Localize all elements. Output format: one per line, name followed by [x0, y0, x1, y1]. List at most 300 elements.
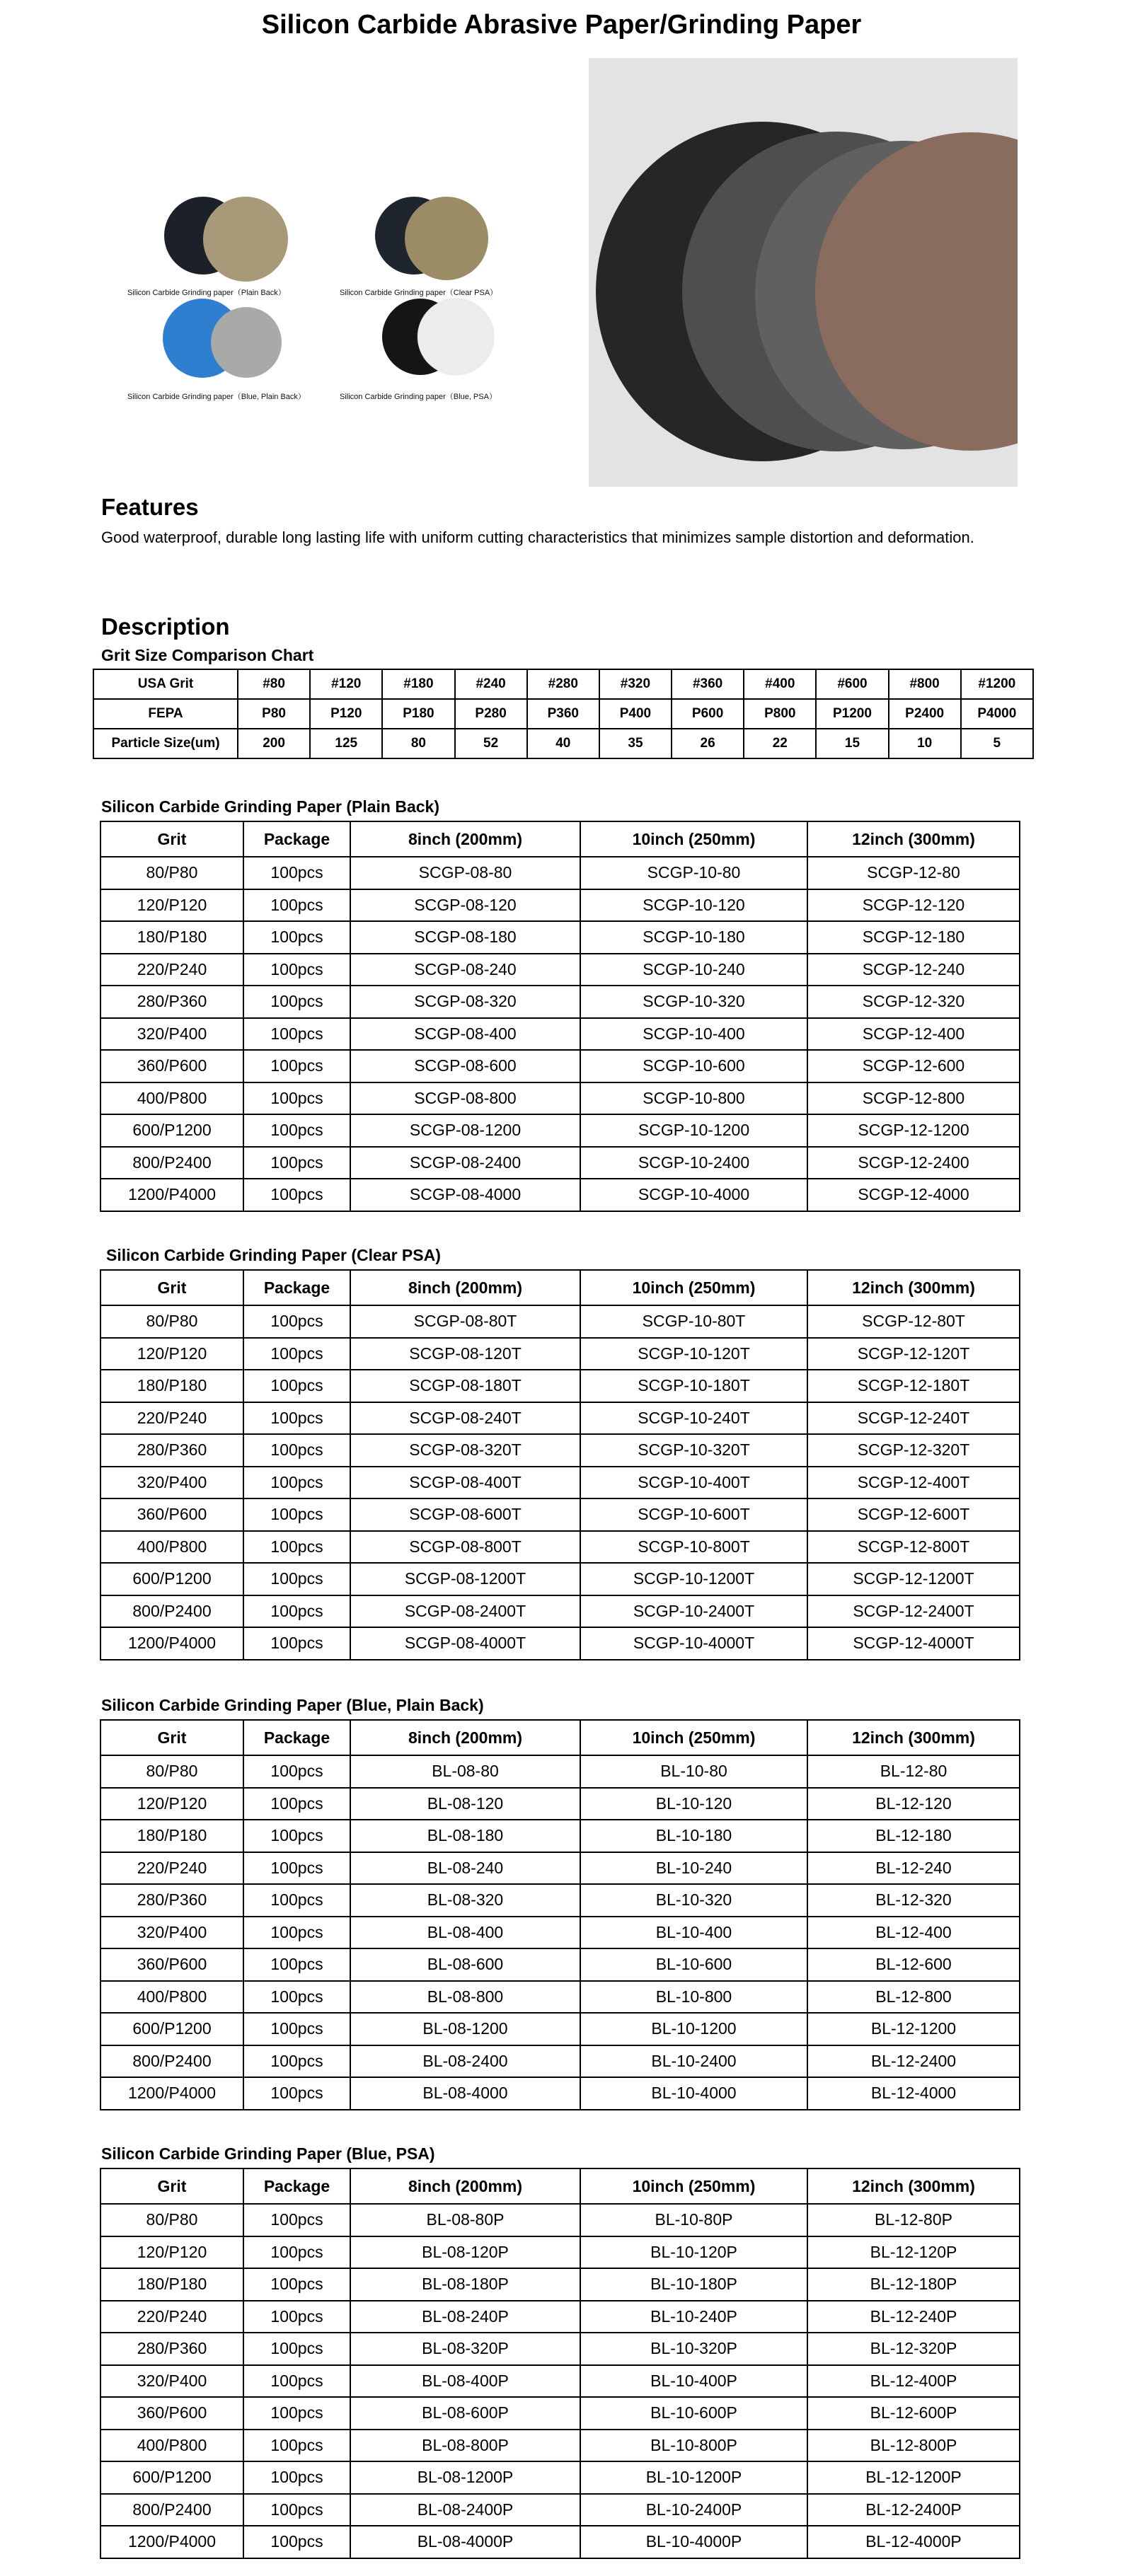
table-cell: SCGP-08-180T: [350, 1370, 580, 1402]
table-cell: SCGP-12-1200T: [807, 1563, 1020, 1595]
column-header: Package: [243, 1720, 350, 1755]
table-cell: BL-12-240P: [807, 2301, 1020, 2333]
grit-table-cell: 26: [672, 729, 744, 758]
table-row: [100, 2045, 1020, 2078]
table-row: [100, 1820, 1020, 1852]
table-cell: SCGP-12-800T: [807, 1531, 1020, 1564]
table-cell: 100pcs: [243, 2526, 350, 2558]
table-cell: SCGP-12-600: [807, 1050, 1020, 1082]
table-cell: BL-08-120P: [350, 2236, 580, 2269]
table-cell: 400/P800: [100, 2430, 243, 2462]
table-cell: 180/P180: [100, 1820, 243, 1852]
table-cell: 280/P360: [100, 2333, 243, 2365]
table-cell: 100pcs: [243, 1434, 350, 1467]
stacked-discs-illustration: [589, 58, 1018, 487]
table-cell: 320/P400: [100, 1467, 243, 1499]
table-cell: SCGP-08-80T: [350, 1305, 580, 1338]
thumbnail-clear-psa[interactable]: [340, 177, 552, 304]
thumbnail-blue-plain-back[interactable]: [127, 299, 340, 426]
grit-table-cell: #320: [599, 669, 672, 699]
table-cell: 220/P240: [100, 1402, 243, 1435]
column-header: Grit: [100, 1270, 243, 1305]
table-row: [100, 1467, 1020, 1499]
table-header-row: [100, 821, 1020, 857]
grit-table-row: [93, 729, 1033, 758]
grit-table-row: [93, 669, 1033, 699]
table-cell: BL-12-800P: [807, 2430, 1020, 2462]
grit-table-cell: 80: [382, 729, 454, 758]
grit-size-table: [93, 669, 1034, 759]
table-cell: 100pcs: [243, 1788, 350, 1820]
column-header: 10inch (250mm): [580, 821, 807, 857]
table-cell: SCGP-08-1200: [350, 1114, 580, 1147]
table-cell: 100pcs: [243, 1852, 350, 1885]
table-row: [100, 1788, 1020, 1820]
table-cell: SCGP-10-1200T: [580, 1563, 807, 1595]
table-cell: BL-10-600: [580, 1948, 807, 1981]
table-cell: BL-12-800: [807, 1981, 1020, 2014]
grit-table-cell: P400: [599, 699, 672, 729]
table-cell: 100pcs: [243, 1050, 350, 1082]
table-cell: 100pcs: [243, 2365, 350, 2398]
table-caption-blue-plain-back: Silicon Carbide Grinding Paper (Blue, Plain Back): [101, 1696, 484, 1714]
table-cell: SCGP-08-2400T: [350, 1595, 580, 1628]
table-row: [100, 2204, 1020, 2236]
table-cell: BL-12-600: [807, 1948, 1020, 1981]
column-header: Grit: [100, 821, 243, 857]
thumbnail-caption: Silicon Carbide Grinding paper（Plain Back）: [127, 289, 286, 297]
thumbnail-plain-back[interactable]: [127, 177, 340, 304]
table-row: [100, 1563, 1020, 1595]
grit-table-cell: #360: [672, 669, 744, 699]
table-row: [100, 2494, 1020, 2526]
column-header: 10inch (250mm): [580, 1270, 807, 1305]
table-cell: 100pcs: [243, 1627, 350, 1660]
table-row: [100, 889, 1020, 922]
table-cell: 100pcs: [243, 1370, 350, 1402]
table-cell: SCGP-08-1200T: [350, 1563, 580, 1595]
table-cell: 100pcs: [243, 1114, 350, 1147]
table-header-row: [100, 1270, 1020, 1305]
table-cell: 120/P120: [100, 1788, 243, 1820]
table-cell: 120/P120: [100, 889, 243, 922]
table-cell: BL-08-240: [350, 1852, 580, 1885]
grit-chart-caption: Grit Size Comparison Chart: [101, 646, 314, 664]
table-cell: SCGP-10-2400T: [580, 1595, 807, 1628]
table-row: [100, 2461, 1020, 2494]
product-thumbnails: [99, 163, 524, 432]
table-cell: 360/P600: [100, 1498, 243, 1531]
table-cell: BL-10-320: [580, 1884, 807, 1917]
table-cell: 100pcs: [243, 1563, 350, 1595]
table-row: [100, 921, 1020, 954]
grit-table-cell: 52: [455, 729, 527, 758]
table-row: [100, 1147, 1020, 1179]
table-caption-plain-back: Silicon Carbide Grinding Paper (Plain Back): [101, 797, 439, 816]
table-cell: 80/P80: [100, 1755, 243, 1788]
table-row: [100, 1917, 1020, 1949]
table-header-row: [100, 1720, 1020, 1755]
features-text: Good waterproof, durable long lasting life with uniform cutting characteristics that minimizes sample distortion and deformation.: [101, 529, 974, 546]
grit-table-cell: P2400: [889, 699, 961, 729]
table-cell: SCGP-08-240: [350, 954, 580, 986]
table-cell: SCGP-08-4000: [350, 1179, 580, 1211]
table-cell: BL-08-4000: [350, 2077, 580, 2110]
table-cell: SCGP-10-600: [580, 1050, 807, 1082]
table-row: [100, 2236, 1020, 2269]
table-row: [100, 1755, 1020, 1788]
table-cell: BL-10-120: [580, 1788, 807, 1820]
table-row: [100, 1018, 1020, 1051]
grit-table-row: [93, 699, 1033, 729]
column-header: 12inch (300mm): [807, 821, 1020, 857]
table-row: [100, 1595, 1020, 1628]
table-cell: 80/P80: [100, 2204, 243, 2236]
table-cell: BL-12-400P: [807, 2365, 1020, 2398]
table-cell: BL-12-4000P: [807, 2526, 1020, 2558]
grit-table-cell: P1200: [816, 699, 888, 729]
table-header-row: [100, 2168, 1020, 2204]
table-cell: BL-10-120P: [580, 2236, 807, 2269]
table-cell: 280/P360: [100, 1884, 243, 1917]
table-cell: BL-10-4000P: [580, 2526, 807, 2558]
table-cell: 100pcs: [243, 2461, 350, 2494]
table-cell: 100pcs: [243, 1917, 350, 1949]
table-cell: 1200/P4000: [100, 1179, 243, 1211]
table-blue-plain-back: [100, 1719, 1020, 2110]
table-cell: 220/P240: [100, 954, 243, 986]
table-cell: 100pcs: [243, 1981, 350, 2014]
grit-table-cell: #80: [238, 669, 310, 699]
grit-table-cell: 10: [889, 729, 961, 758]
table-cell: SCGP-10-400T: [580, 1467, 807, 1499]
table-cell: 600/P1200: [100, 1563, 243, 1595]
table-row: [100, 1338, 1020, 1370]
grit-table-cell: P4000: [961, 699, 1033, 729]
table-cell: SCGP-08-800: [350, 1082, 580, 1115]
table-cell: 320/P400: [100, 1917, 243, 1949]
table-cell: 100pcs: [243, 1467, 350, 1499]
table-cell: 100pcs: [243, 2333, 350, 2365]
table-cell: BL-10-600P: [580, 2397, 807, 2430]
table-row: [100, 1179, 1020, 1211]
table-cell: 600/P1200: [100, 2013, 243, 2045]
table-cell: SCGP-08-240T: [350, 1402, 580, 1435]
grit-table-cell: 5: [961, 729, 1033, 758]
table-clear-psa: [100, 1269, 1020, 1660]
table-row: [100, 1981, 1020, 2014]
table-cell: 100pcs: [243, 2268, 350, 2301]
grit-table-cell: #240: [455, 669, 527, 699]
table-row: [100, 1498, 1020, 1531]
grit-row-label: USA Grit: [93, 669, 238, 699]
table-cell: BL-08-800P: [350, 2430, 580, 2462]
grit-table-cell: #800: [889, 669, 961, 699]
table-cell: 100pcs: [243, 2077, 350, 2110]
table-cell: BL-08-240P: [350, 2301, 580, 2333]
table-cell: BL-08-400P: [350, 2365, 580, 2398]
table-cell: BL-10-240: [580, 1852, 807, 1885]
column-header: Grit: [100, 1720, 243, 1755]
column-header: Grit: [100, 2168, 243, 2204]
table-cell: SCGP-12-400: [807, 1018, 1020, 1051]
table-cell: 180/P180: [100, 1370, 243, 1402]
table-cell: BL-08-320P: [350, 2333, 580, 2365]
table-plain-back: [100, 821, 1020, 1212]
table-cell: BL-08-2400: [350, 2045, 580, 2078]
table-row: [100, 857, 1020, 889]
table-cell: SCGP-10-320T: [580, 1434, 807, 1467]
table-cell: BL-10-400: [580, 1917, 807, 1949]
table-cell: 100pcs: [243, 2013, 350, 2045]
table-cell: 360/P600: [100, 1948, 243, 1981]
table-cell: SCGP-12-600T: [807, 1498, 1020, 1531]
table-cell: SCGP-12-4000: [807, 1179, 1020, 1211]
table-cell: 100pcs: [243, 1820, 350, 1852]
table-cell: 800/P2400: [100, 2045, 243, 2078]
table-cell: BL-08-4000P: [350, 2526, 580, 2558]
table-cell: SCGP-10-600T: [580, 1498, 807, 1531]
table-cell: 100pcs: [243, 2236, 350, 2269]
table-cell: SCGP-12-320T: [807, 1434, 1020, 1467]
table-cell: 320/P400: [100, 1018, 243, 1051]
table-cell: SCGP-08-4000T: [350, 1627, 580, 1660]
table-cell: SCGP-10-1200: [580, 1114, 807, 1147]
table-row: [100, 1370, 1020, 1402]
table-row: [100, 2301, 1020, 2333]
column-header: 8inch (200mm): [350, 821, 580, 857]
table-row: [100, 1948, 1020, 1981]
column-header: 8inch (200mm): [350, 2168, 580, 2204]
table-row: [100, 1402, 1020, 1435]
table-row: [100, 2365, 1020, 2398]
table-row: [100, 2333, 1020, 2365]
table-row: [100, 2430, 1020, 2462]
table-cell: BL-08-400: [350, 1917, 580, 1949]
table-cell: BL-10-1200P: [580, 2461, 807, 2494]
table-cell: SCGP-08-800T: [350, 1531, 580, 1564]
table-cell: 220/P240: [100, 2301, 243, 2333]
table-row: [100, 1627, 1020, 1660]
table-cell: BL-12-240: [807, 1852, 1020, 1885]
table-cell: 1200/P4000: [100, 2077, 243, 2110]
table-cell: 600/P1200: [100, 1114, 243, 1147]
table-cell: SCGP-10-800T: [580, 1531, 807, 1564]
table-cell: 100pcs: [243, 1018, 350, 1051]
table-cell: SCGP-12-180: [807, 921, 1020, 954]
table-cell: BL-12-600P: [807, 2397, 1020, 2430]
table-cell: BL-12-2400P: [807, 2494, 1020, 2526]
thumbnail-blue-psa[interactable]: [340, 299, 552, 426]
table-cell: BL-12-80: [807, 1755, 1020, 1788]
table-cell: 100pcs: [243, 954, 350, 986]
table-cell: 80/P80: [100, 1305, 243, 1338]
grit-table-cell: P280: [455, 699, 527, 729]
table-cell: BL-10-80P: [580, 2204, 807, 2236]
table-caption-clear-psa: Silicon Carbide Grinding Paper (Clear PSA): [106, 1246, 441, 1264]
table-cell: 100pcs: [243, 2494, 350, 2526]
description-heading: Description: [101, 613, 230, 640]
table-cell: BL-08-1200: [350, 2013, 580, 2045]
table-cell: BL-10-80: [580, 1755, 807, 1788]
table-row: [100, 2526, 1020, 2558]
table-cell: SCGP-08-320: [350, 986, 580, 1018]
table-cell: SCGP-12-2400: [807, 1147, 1020, 1179]
grit-table-cell: P600: [672, 699, 744, 729]
table-row: [100, 1114, 1020, 1147]
table-cell: 100pcs: [243, 921, 350, 954]
table-cell: BL-12-400: [807, 1917, 1020, 1949]
grit-table-cell: P800: [744, 699, 816, 729]
table-cell: 100pcs: [243, 1147, 350, 1179]
table-cell: SCGP-10-240T: [580, 1402, 807, 1435]
disc-back: [211, 307, 282, 378]
table-cell: 120/P120: [100, 1338, 243, 1370]
thumbnail-caption: Silicon Carbide Grinding paper（Blue, PSA）: [340, 393, 497, 401]
table-cell: SCGP-08-120: [350, 889, 580, 922]
column-header: Package: [243, 1270, 350, 1305]
table-cell: BL-10-2400P: [580, 2494, 807, 2526]
table-row: [100, 1050, 1020, 1082]
grit-table-cell: #600: [816, 669, 888, 699]
table-cell: 100pcs: [243, 1338, 350, 1370]
table-cell: BL-12-80P: [807, 2204, 1020, 2236]
table-cell: BL-10-2400: [580, 2045, 807, 2078]
table-cell: SCGP-10-180T: [580, 1370, 807, 1402]
table-blue-psa: [100, 2168, 1020, 2559]
table-cell: 100pcs: [243, 1498, 350, 1531]
column-header: 10inch (250mm): [580, 2168, 807, 2204]
table-cell: 360/P600: [100, 2397, 243, 2430]
table-cell: BL-10-400P: [580, 2365, 807, 2398]
table-cell: SCGP-10-400: [580, 1018, 807, 1051]
table-cell: 600/P1200: [100, 2461, 243, 2494]
table-cell: 100pcs: [243, 2204, 350, 2236]
column-header: 12inch (300mm): [807, 1720, 1020, 1755]
table-row: [100, 1531, 1020, 1564]
table-cell: BL-08-80P: [350, 2204, 580, 2236]
column-header: 8inch (200mm): [350, 1720, 580, 1755]
table-cell: SCGP-10-800: [580, 1082, 807, 1115]
column-header: 10inch (250mm): [580, 1720, 807, 1755]
table-cell: 100pcs: [243, 2397, 350, 2430]
table-cell: SCGP-12-80: [807, 857, 1020, 889]
table-row: [100, 1884, 1020, 1917]
disc-back: [417, 299, 494, 375]
table-cell: SCGP-08-80: [350, 857, 580, 889]
table-cell: 280/P360: [100, 986, 243, 1018]
grit-table-cell: 125: [310, 729, 382, 758]
table-cell: SCGP-12-180T: [807, 1370, 1020, 1402]
table-cell: 100pcs: [243, 857, 350, 889]
table-cell: 360/P600: [100, 1050, 243, 1082]
table-cell: SCGP-12-4000T: [807, 1627, 1020, 1660]
table-cell: SCGP-08-600: [350, 1050, 580, 1082]
table-row: [100, 2077, 1020, 2110]
table-cell: BL-08-800: [350, 1981, 580, 2014]
table-cell: 120/P120: [100, 2236, 243, 2269]
table-row: [100, 1082, 1020, 1115]
disc-back: [405, 197, 488, 280]
table-cell: BL-12-2400: [807, 2045, 1020, 2078]
table-cell: BL-10-320P: [580, 2333, 807, 2365]
table-cell: 1200/P4000: [100, 1627, 243, 1660]
table-cell: SCGP-08-320T: [350, 1434, 580, 1467]
table-cell: BL-10-800: [580, 1981, 807, 2014]
table-cell: BL-12-320P: [807, 2333, 1020, 2365]
table-cell: SCGP-10-80T: [580, 1305, 807, 1338]
table-cell: 100pcs: [243, 1305, 350, 1338]
table-cell: 100pcs: [243, 1884, 350, 1917]
table-cell: 400/P800: [100, 1082, 243, 1115]
table-cell: BL-12-4000: [807, 2077, 1020, 2110]
table-cell: 320/P400: [100, 2365, 243, 2398]
table-cell: SCGP-10-4000: [580, 1179, 807, 1211]
table-caption-blue-psa: Silicon Carbide Grinding Paper (Blue, PSA): [101, 2144, 435, 2163]
table-cell: BL-08-180P: [350, 2268, 580, 2301]
table-cell: BL-12-1200P: [807, 2461, 1020, 2494]
table-cell: BL-08-80: [350, 1755, 580, 1788]
table-cell: BL-10-4000: [580, 2077, 807, 2110]
grit-table-cell: 40: [527, 729, 599, 758]
grit-table-cell: #180: [382, 669, 454, 699]
table-cell: BL-08-2400P: [350, 2494, 580, 2526]
grit-table-cell: 200: [238, 729, 310, 758]
table-cell: SCGP-12-800: [807, 1082, 1020, 1115]
column-header: 12inch (300mm): [807, 1270, 1020, 1305]
table-cell: SCGP-12-80T: [807, 1305, 1020, 1338]
grit-table-cell: P360: [527, 699, 599, 729]
table-cell: BL-10-180: [580, 1820, 807, 1852]
table-cell: 280/P360: [100, 1434, 243, 1467]
table-cell: SCGP-10-320: [580, 986, 807, 1018]
table-row: [100, 2397, 1020, 2430]
thumbnail-caption: Silicon Carbide Grinding paper（Clear PSA）: [340, 289, 498, 297]
page-title: Silicon Carbide Abrasive Paper/Grinding Paper: [261, 10, 862, 40]
grit-table-cell: 15: [816, 729, 888, 758]
table-cell: BL-10-1200: [580, 2013, 807, 2045]
table-cell: BL-08-180: [350, 1820, 580, 1852]
table-cell: SCGP-12-240T: [807, 1402, 1020, 1435]
grit-table-cell: P80: [238, 699, 310, 729]
disc-back: [203, 197, 288, 282]
table-cell: BL-08-600: [350, 1948, 580, 1981]
thumbnail-caption: Silicon Carbide Grinding paper（Blue, Plain Back）: [127, 393, 306, 401]
grit-table-cell: 35: [599, 729, 672, 758]
grit-table-cell: #400: [744, 669, 816, 699]
table-cell: 800/P2400: [100, 1147, 243, 1179]
grit-row-label: Particle Size(um): [93, 729, 238, 758]
table-cell: SCGP-10-120: [580, 889, 807, 922]
table-cell: SCGP-12-240: [807, 954, 1020, 986]
table-cell: 100pcs: [243, 2430, 350, 2462]
table-cell: SCGP-10-4000T: [580, 1627, 807, 1660]
table-cell: SCGP-08-600T: [350, 1498, 580, 1531]
table-cell: SCGP-12-120: [807, 889, 1020, 922]
table-cell: BL-12-180: [807, 1820, 1020, 1852]
grit-table-cell: #280: [527, 669, 599, 699]
table-cell: 800/P2400: [100, 1595, 243, 1628]
table-cell: 180/P180: [100, 2268, 243, 2301]
table-cell: 400/P800: [100, 1531, 243, 1564]
table-cell: BL-10-240P: [580, 2301, 807, 2333]
hero-photo: [589, 58, 1018, 487]
table-cell: 100pcs: [243, 1755, 350, 1788]
column-header: 12inch (300mm): [807, 2168, 1020, 2204]
column-header: Package: [243, 821, 350, 857]
table-cell: 100pcs: [243, 986, 350, 1018]
table-cell: 100pcs: [243, 1179, 350, 1211]
